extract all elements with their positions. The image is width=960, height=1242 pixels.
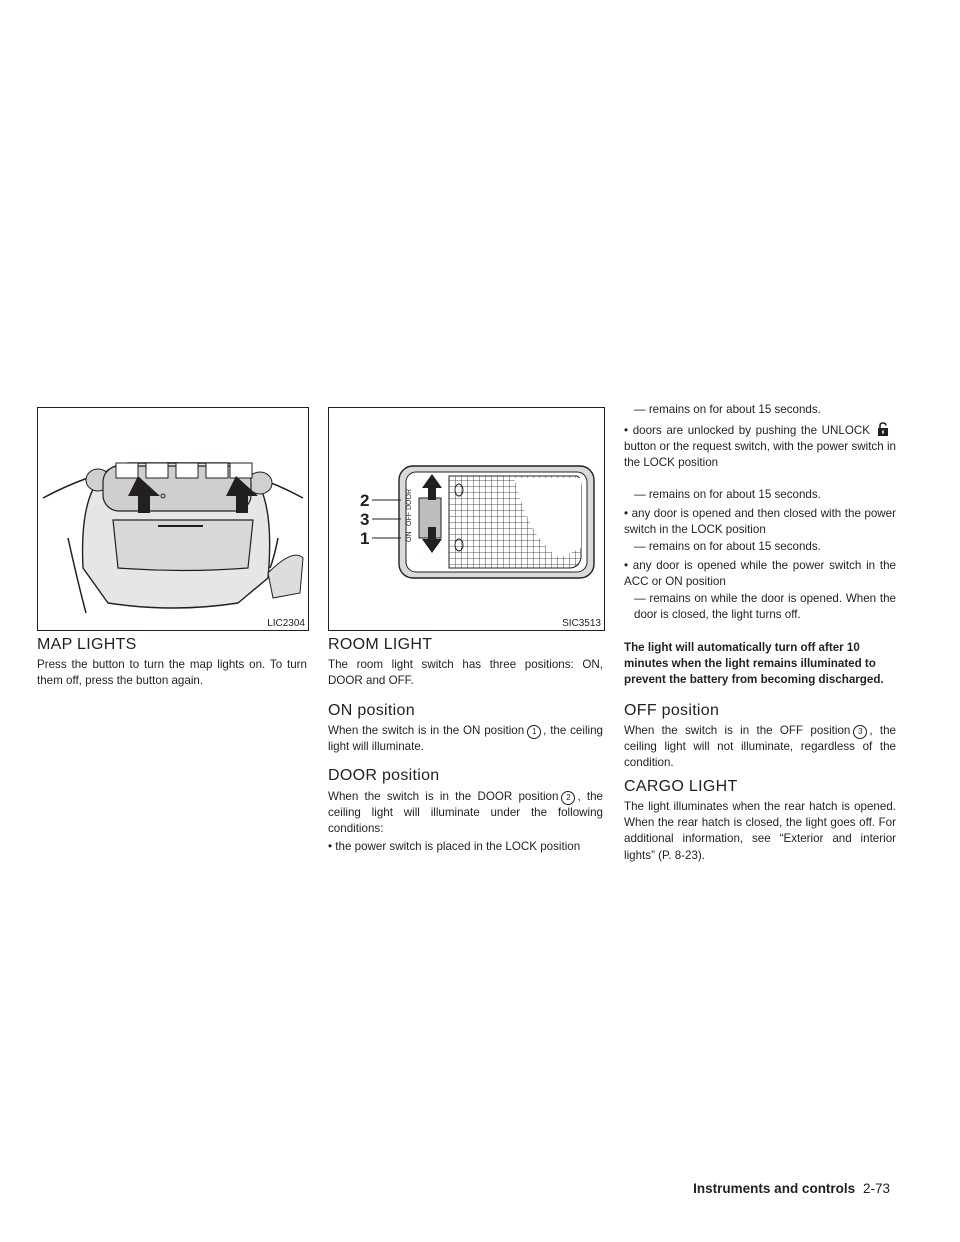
- list-item-dash: — remains on while the door is opened. When the door is closed, the light turns off.: [634, 592, 896, 622]
- map-lights-heading: MAP LIGHTS: [37, 636, 137, 653]
- room-light-text: The room light switch has three positions: ON, DOOR and OFF.: [328, 658, 603, 688]
- label-off: OFF: [406, 512, 413, 526]
- callout-3: 3: [360, 510, 370, 529]
- door-text-b: , the ceiling light will illuminate under the following conditions:: [328, 790, 603, 836]
- callout-1: 1: [360, 529, 370, 548]
- callout-number: 2: [561, 791, 575, 805]
- on-text-b: , the ceiling light will illuminate.: [328, 724, 604, 754]
- off-text-a: When the switch is in the OFF position: [624, 724, 851, 737]
- bullet2-text-b: button or the request switch, with the power switch in the LOCK position: [624, 440, 896, 470]
- on-position-text: [328, 723, 603, 755]
- room-light-illustration: [329, 408, 604, 630]
- figure-room-light: [328, 407, 605, 631]
- figure-map-lights: [37, 407, 309, 631]
- room-light-heading: ROOM LIGHT: [328, 636, 433, 653]
- list-item-dash: — remains on for about 15 seconds.: [634, 403, 821, 416]
- map-lights-illustration: [38, 408, 308, 630]
- label-door: DOOR: [406, 489, 413, 510]
- footer-section: Instruments and controls: [693, 1181, 856, 1196]
- on-position-heading: ON position: [328, 702, 415, 719]
- door-position-heading: DOOR position: [328, 767, 440, 784]
- list-item: • the power switch is placed in the LOCK position: [328, 840, 581, 853]
- map-lights-text: Press the button to turn the map lights on. To turn them off, press the button again.: [37, 658, 307, 688]
- list-item-dash: — remains on for about 15 seconds.: [634, 488, 821, 501]
- warning-text: The light will automatically turn off after 10 minutes when the light remains illuminated to prevent the battery from becoming discharged.: [624, 641, 884, 687]
- list-item: [624, 422, 896, 472]
- list-item-dash: — remains on for about 15 seconds.: [634, 540, 821, 553]
- unlock-icon: [876, 422, 890, 436]
- callout-2: 2: [360, 491, 370, 510]
- on-text-a: When the switch is in the ON position: [328, 724, 525, 737]
- callout-number: 3: [853, 725, 867, 739]
- page-footer: [693, 1181, 890, 1196]
- cargo-light-heading: CARGO LIGHT: [624, 778, 738, 795]
- off-position-heading: OFF position: [624, 702, 720, 719]
- door-text-a: When the switch is in the DOOR position: [328, 790, 559, 803]
- footer-page-number: 2-73: [862, 1181, 890, 1196]
- cargo-light-text: The light illuminates when the rear hatch is opened. When the rear hatch is closed, the light goes off. For additional information, see “Exterior and interior lights” (P. 8-23).: [624, 800, 896, 862]
- list-item: • any door is opened while the power switch in the ACC or ON position: [624, 559, 896, 589]
- label-on: ON: [406, 531, 413, 542]
- off-text-b: , the ceiling light will not illuminate, regardless of the condition.: [624, 724, 896, 770]
- callout-number: 1: [527, 725, 541, 739]
- figure-code: LIC2304: [267, 618, 305, 629]
- door-position-text: [328, 789, 603, 838]
- list-item: • any door is opened and then closed with the power switch in the LOCK position: [624, 507, 896, 537]
- figure-code: SIC3513: [562, 618, 601, 629]
- bullet2-text-a: • doors are unlocked by pushing the UNLOCK: [624, 424, 870, 437]
- off-position-text: [624, 723, 896, 772]
